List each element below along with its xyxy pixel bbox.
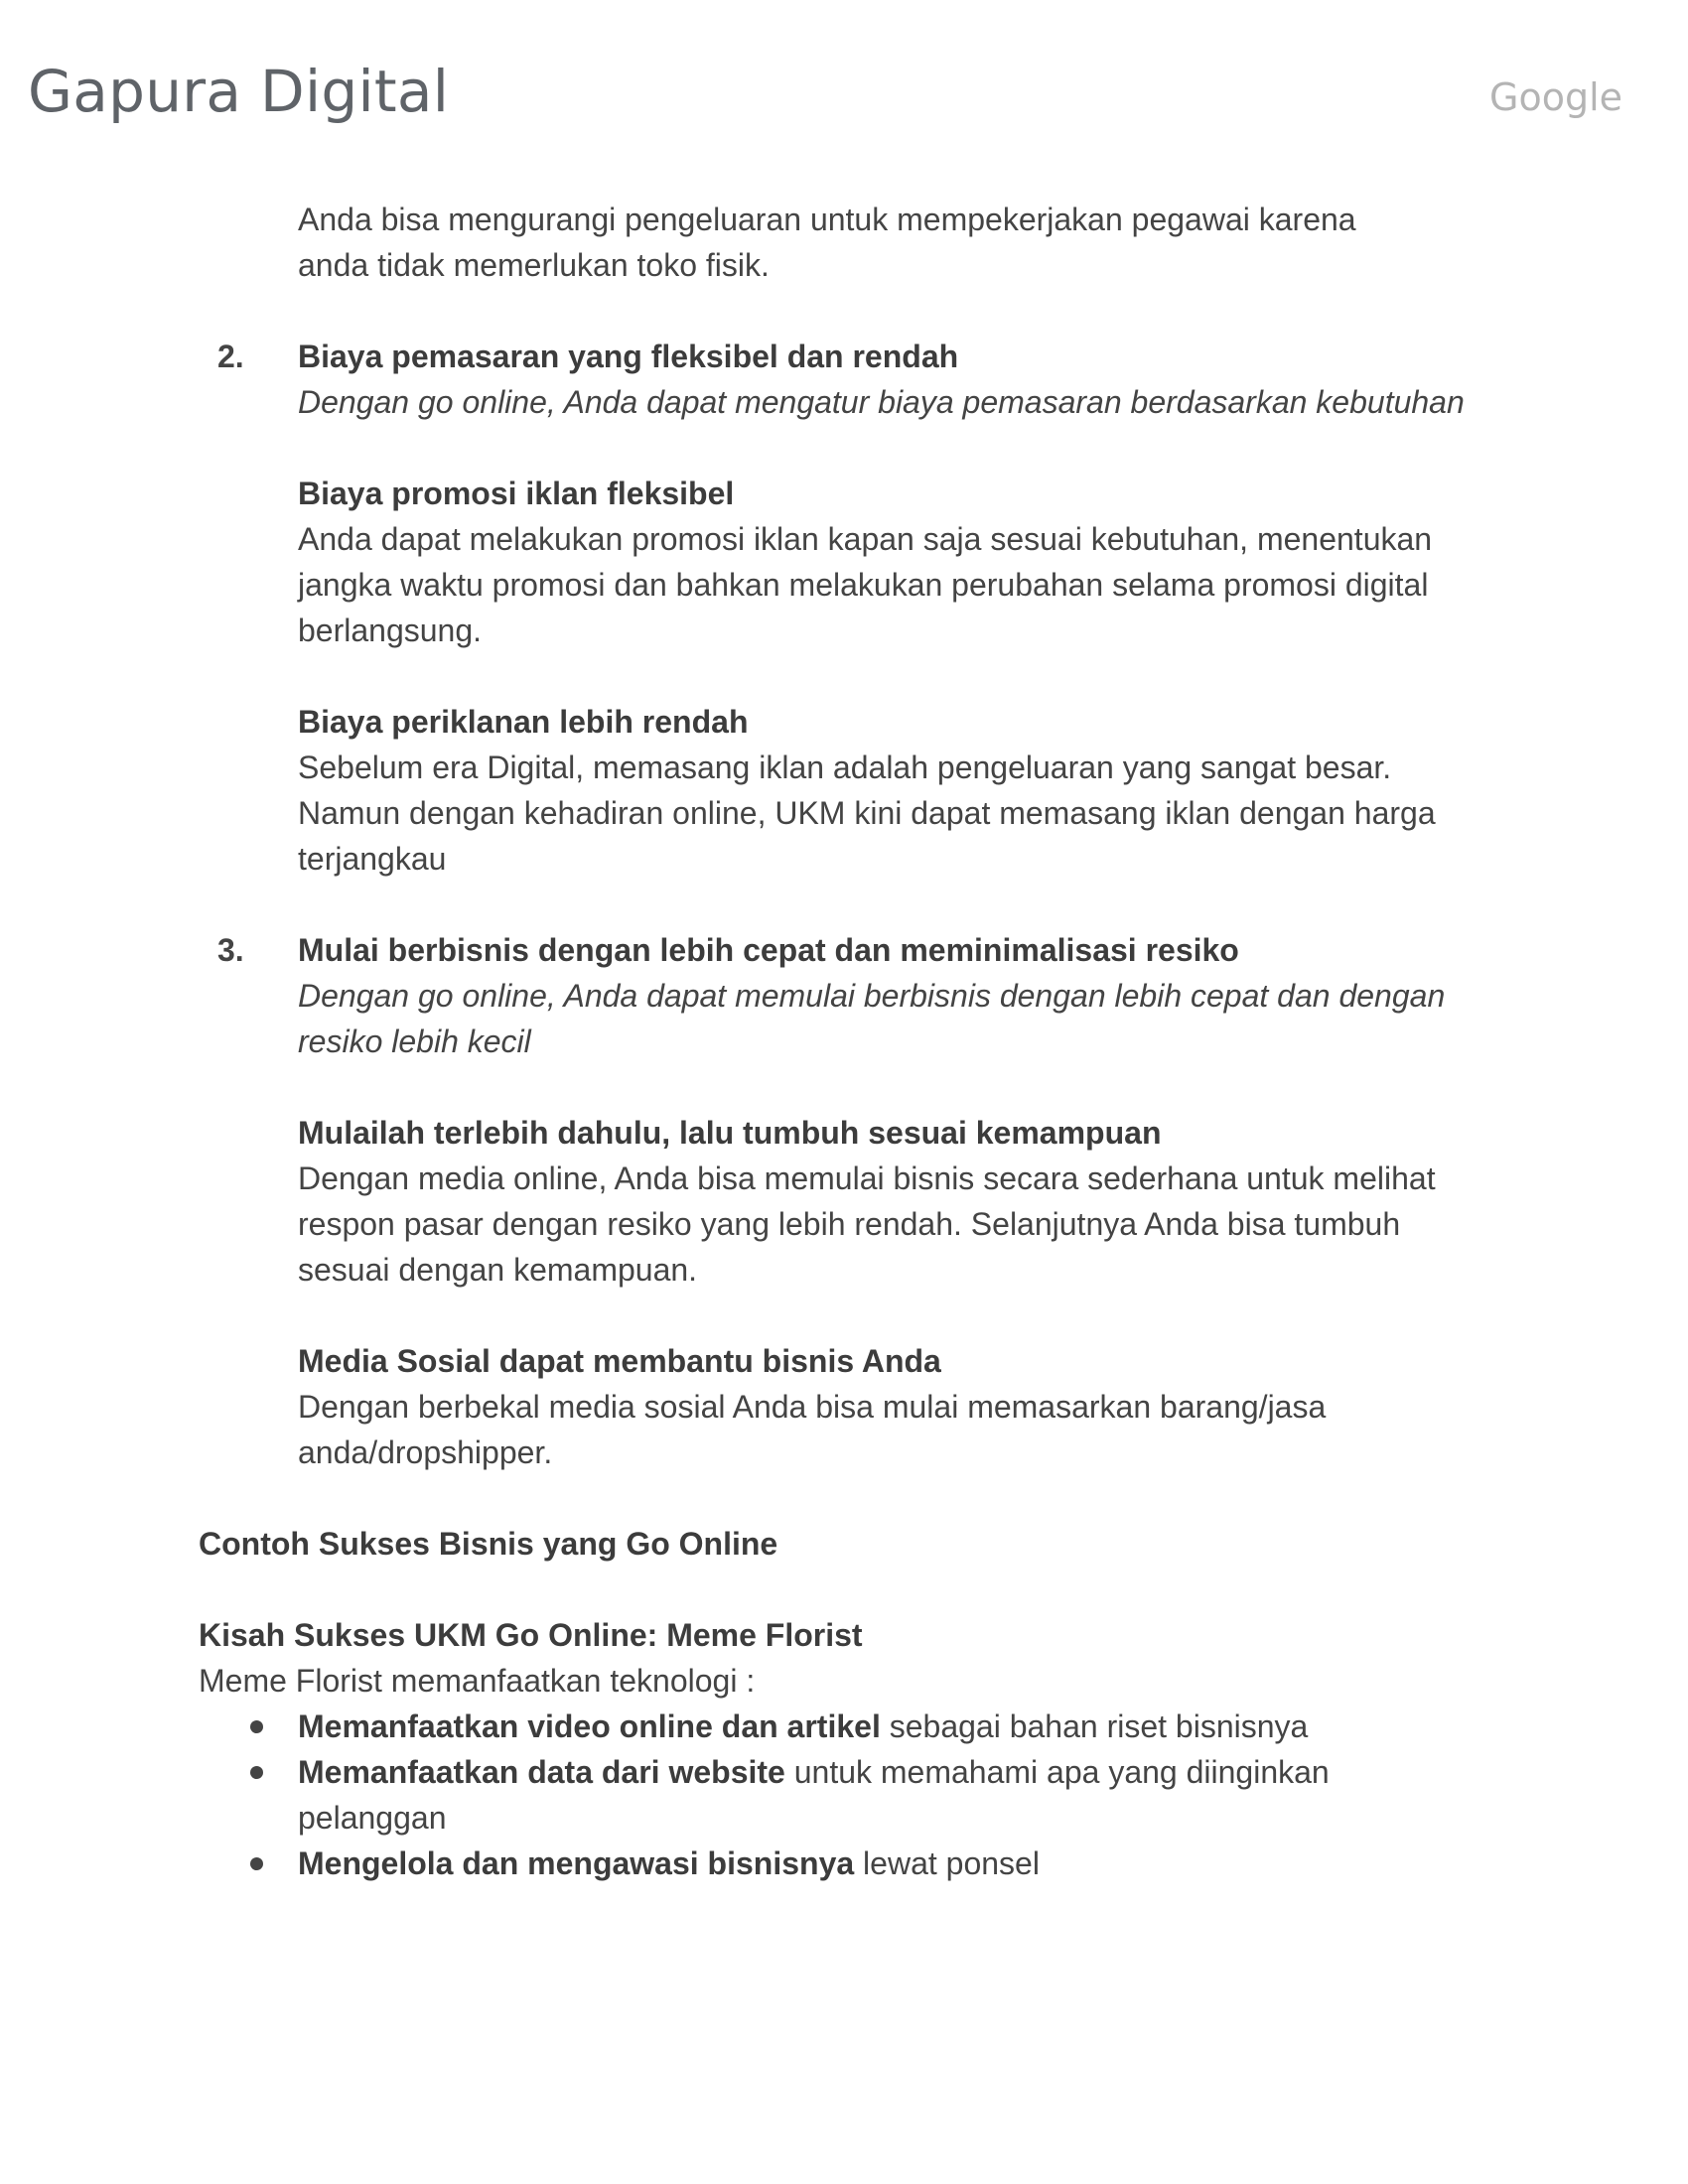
item-2-subtitle: Dengan go online, Anda dapat mengatur biaya pemasaran berdasarkan kebutuhan <box>298 384 1465 420</box>
item-3-subtitle-line: resiko lebih kecil <box>298 1024 531 1059</box>
bullet-item-3 <box>298 1841 1040 1886</box>
bullet-bold: Memanfaatkan video online dan artikel <box>298 1708 881 1744</box>
bullet-bold: Memanfaatkan data dari website <box>298 1754 785 1790</box>
item-3-sub2-line: anda/dropshipper. <box>298 1434 553 1470</box>
bullet-dot <box>250 1766 263 1779</box>
item-2-sub1-line: Anda dapat melakukan promosi iklan kapan saja sesuai kebutuhan, menentukan <box>298 521 1433 557</box>
item-2-sub1-title: Biaya promosi iklan fleksibel <box>298 476 735 511</box>
item-3-sub2-line: Dengan berbekal media sosial Anda bisa mulai memasarkan barang/jasa <box>298 1389 1327 1425</box>
item-2-sub1-line: berlangsung. <box>298 613 483 648</box>
item-3-sub1-line: Dengan media online, Anda bisa memulai bisnis secara sederhana untuk melihat <box>298 1160 1436 1196</box>
item-2-sub2-line: Sebelum era Digital, memasang iklan adalah pengeluaran yang sangat besar. <box>298 750 1392 785</box>
item-2-number: 2. <box>217 339 244 374</box>
item-3-sub1-line: sesuai dengan kemampuan. <box>298 1252 698 1288</box>
item-2-title: Biaya pemasaran yang fleksibel dan rendah <box>298 339 959 374</box>
bullet-rest: sebagai bahan riset bisnisnya <box>880 1708 1309 1744</box>
item-2-sub2-line: terjangkau <box>298 841 447 877</box>
item-3-sub1-title: Mulailah terlebih dahulu, lalu tumbuh sesuai kemampuan <box>298 1115 1162 1151</box>
section-heading: Contoh Sukses Bisnis yang Go Online <box>199 1526 778 1562</box>
google-logo: Google <box>1489 75 1623 119</box>
bullet-dot <box>250 1720 263 1733</box>
item-3-title: Mulai berbisnis dengan lebih cepat dan meminimalisasi resiko <box>298 932 1239 968</box>
bullet-item-2 <box>298 1749 1330 1795</box>
intro-line-2: anda tidak memerlukan toko fisik. <box>298 247 770 283</box>
item-3-subtitle-line: Dengan go online, Anda dapat memulai berbisnis dengan lebih cepat dan dengan <box>298 978 1446 1014</box>
bullet-rest: untuk memahami apa yang diinginkan <box>784 1754 1330 1790</box>
item-3-number: 3. <box>217 932 244 968</box>
item-3-sub2-title: Media Sosial dapat membantu bisnis Anda <box>298 1343 941 1379</box>
story-title: Kisah Sukses UKM Go Online: Meme Florist <box>199 1617 863 1653</box>
item-2-sub2-line: Namun dengan kehadiran online, UKM kini dapat memasang iklan dengan harga <box>298 795 1436 831</box>
bullet-bold: Mengelola dan mengawasi bisnisnya <box>298 1845 855 1881</box>
brand-title: Gapura Digital <box>28 58 450 125</box>
bullet-rest: lewat ponsel <box>854 1845 1040 1881</box>
intro-line-1: Anda bisa mengurangi pengeluaran untuk mempekerjakan pegawai karena <box>298 202 1356 237</box>
item-2-sub1-line: jangka waktu promosi dan bahkan melakukan perubahan selama promosi digital <box>298 567 1429 603</box>
bullet-item-2-cont: pelanggan <box>298 1800 447 1836</box>
item-2-sub2-title: Biaya periklanan lebih rendah <box>298 704 749 740</box>
bullet-dot <box>250 1857 263 1870</box>
item-3-sub1-line: respon pasar dengan resiko yang lebih rendah. Selanjutnya Anda bisa tumbuh <box>298 1206 1401 1242</box>
bullet-item-1 <box>298 1704 1308 1749</box>
story-intro: Meme Florist memanfaatkan teknologi : <box>199 1663 756 1699</box>
